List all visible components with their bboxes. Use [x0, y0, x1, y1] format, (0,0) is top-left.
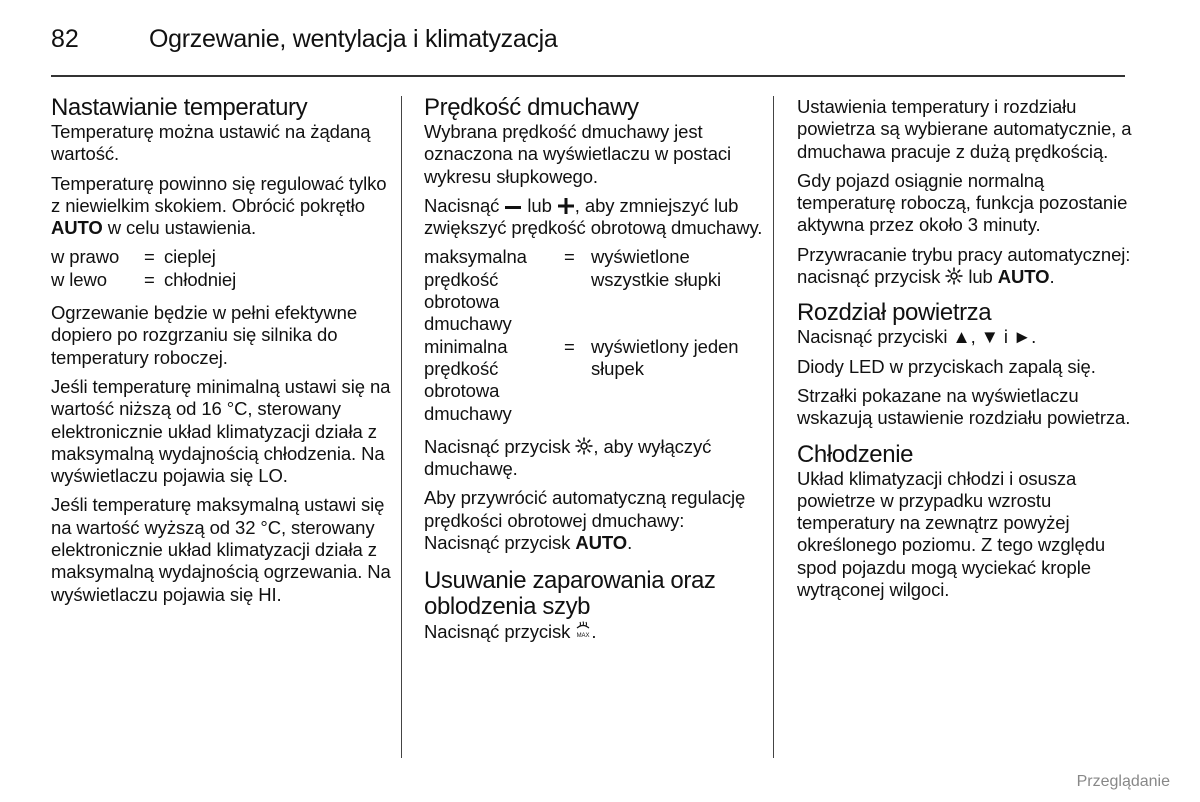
- paragraph: Temperaturę powinno się regulować tylko z niewielkim skokiem. Obrócić pokrętło AUTO w celu ustawienia.: [51, 172, 387, 239]
- column-3: [797, 96, 1137, 608]
- paragraph: Aby przywrócić automatyczną regulację prędkości obrotowej dmuchawy: Nacisnąć przycisk AUTO.: [424, 487, 746, 554]
- auto-label: AUTO: [997, 266, 1050, 288]
- paragraph: Gdy pojazd osiągnie normalną temperaturę roboczą, funkcja pozostanie aktywna przez około 3 minuty.: [797, 169, 1128, 236]
- fan-icon: [575, 437, 593, 455]
- paragraph: Temperaturę można ustawić na żądaną wartość.: [51, 121, 371, 165]
- column-2: [424, 95, 764, 651]
- table-row: maksymalna prędkość obrotowa dmuchawy = wyświetlone wszystkie słupki: [424, 246, 721, 335]
- section-heading: Rozdział powietrza: [797, 299, 992, 327]
- paragraph: Ogrzewanie będzie w pełni efektywne dopiero po rozgrzaniu się silnika do temperatury roboczej.: [51, 302, 358, 368]
- page-title: Ogrzewanie, wentylacja i klimatyzacja: [149, 25, 558, 53]
- paragraph: Wybrana prędkość dmuchawy jest oznaczona na wyświetlaczu w postaci wykresu słupkowego.: [424, 121, 732, 187]
- paragraph: Układ klimatyzacji chłodzi i osusza powietrze w przypadku wzrostu temperatury na zewnątrz powyżej określonego poziomu. Z tego względu spod pojazdu mogą wyciekać krople wytrąconej wilgoci.: [797, 467, 1106, 601]
- fan-icon: [945, 267, 963, 285]
- plus-icon: [557, 198, 575, 214]
- svg-text:MAX: MAX: [577, 633, 590, 640]
- auto-label: AUTO: [51, 217, 103, 239]
- table-row: w prawo = cieplej: [51, 246, 216, 268]
- section-heading: Usuwanie zaparowania oraz oblodzenia szyb: [424, 567, 716, 621]
- table-row: w lewo = chłodniej: [51, 268, 237, 290]
- windscreen-defrost-icon: [575, 620, 591, 640]
- page-number: 82: [51, 25, 79, 53]
- table-row: minimalna prędkość obrotowa dmuchawy = wyświetlony jeden słupek: [424, 335, 739, 424]
- paragraph: Przywracanie trybu pracy automatycznej: nacisnąć przycisk lub AUTO.: [797, 243, 1131, 288]
- knob-direction-table: [51, 246, 236, 291]
- header-rule: [51, 75, 1125, 77]
- footer-label[interactable]: Przeglądanie: [1076, 773, 1170, 790]
- paragraph: Nacisnąć przycisk , aby wyłączyć dmuchawę.: [424, 435, 712, 480]
- paragraph: Diody LED w przyciskach zapalą się.: [797, 355, 1096, 377]
- column-1: [51, 95, 391, 613]
- column-divider: [773, 96, 774, 758]
- minus-icon: [504, 200, 522, 214]
- paragraph: Ustawienia temperatury i rozdziału powietrza są wybierane automatycznie, a dmuchawa pracuje z dużą prędkością.: [797, 96, 1132, 162]
- paragraph: Nacisnąć przyciski ▲, ▼ i ►.: [797, 326, 1037, 348]
- paragraph: Nacisnąć przycisk MAX .: [424, 621, 597, 643]
- section-heading: Prędkość dmuchawy: [424, 94, 639, 121]
- paragraph: Nacisnąć lub , aby zmniejszyć lub zwiększyć prędkość obrotową dmuchawy.: [424, 194, 763, 239]
- paragraph: Strzałki pokazane na wyświetlaczu wskazują ustawienie rozdziału powietrza.: [797, 384, 1131, 429]
- section-heading: Chłodzenie: [797, 440, 914, 468]
- column-divider: [401, 96, 402, 758]
- fan-speed-table: [424, 246, 764, 424]
- paragraph: Jeśli temperaturę maksymalną ustawi się na wartość wyższą od 32 °C, sterowany elektronicznie układ klimatyzacji działa z maksymalną wydajnością ogrzewania. Na wyświetlaczu pojawia się HI.: [51, 494, 391, 605]
- paragraph: Jeśli temperaturę minimalną ustawi się na wartość niższą od 16 °C, sterowany elektronicznie układ klimatyzacji działa z maksymalną wydajnością chłodzenia. Na wyświetlaczu pojawia się LO.: [51, 375, 391, 487]
- auto-label: AUTO: [575, 532, 628, 554]
- section-heading: Nastawianie temperatury: [51, 94, 308, 121]
